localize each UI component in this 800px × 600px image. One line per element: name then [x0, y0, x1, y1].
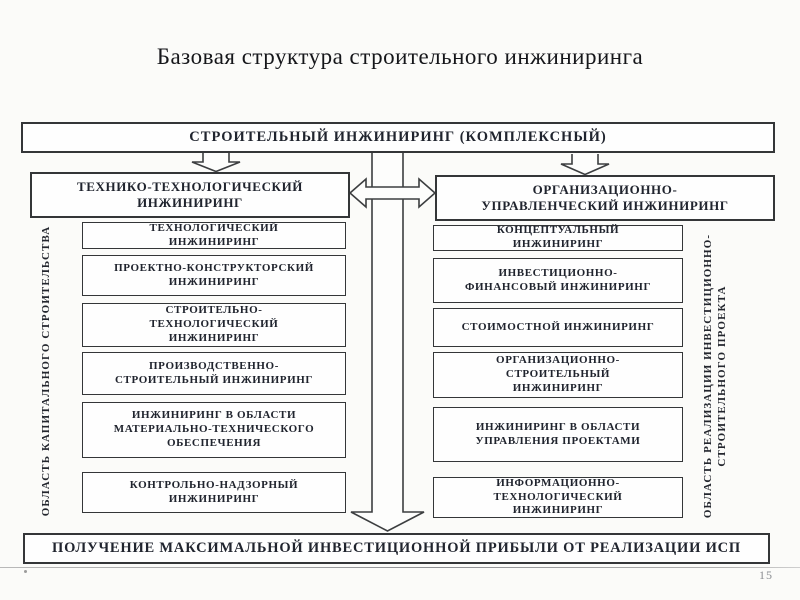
side-label-investment-project	[701, 226, 731, 526]
page-number: 15	[759, 568, 773, 582]
node-branch-organizational-managerial: ОРГАНИЗАЦИОННО-УПРАВЛЕНЧЕСКИЙ ИНЖИНИРИНГ	[435, 175, 775, 221]
arrow-left-right-branch	[350, 179, 435, 207]
footer-divider-line	[0, 567, 800, 568]
slide-title: Базовая структура строительного инжиниринга	[156, 44, 644, 69]
node-design-engineering: ПРОЕКТНО-КОНСТРУКТОРСКИЙ ИНЖИНИРИНГ	[82, 255, 346, 296]
arrow-root-to-right-branch	[561, 154, 609, 175]
side-label-capital-construction: ОБЛАСТЬ КАПИТАЛЬНОГО СТРОИТЕЛЬСТВА	[40, 225, 52, 517]
scan-artifact-dot	[24, 570, 27, 573]
node-production-construction-engineering: ПРОИЗВОДСТВЕННО-СТРОИТЕЛЬНЫЙ ИНЖИНИРИНГ	[82, 352, 346, 395]
node-conceptual-engineering: КОНЦЕПТУАЛЬНЫЙ ИНЖИНИРИНГ	[433, 225, 683, 251]
node-material-technical-supply-engineering: ИНЖИНИРИНГ В ОБЛАСТИ МАТЕРИАЛЬНО-ТЕХНИЧЕСКОГО ОБЕСПЕЧЕНИЯ	[82, 402, 346, 458]
side-label-line-1: ОБЛАСТЬ РЕАЛИЗАЦИИ ИНВЕСТИЦИОННО-	[702, 233, 714, 519]
node-root-complex-engineering: СТРОИТЕЛЬНЫЙ ИНЖИНИРИНГ (КОМПЛЕКСНЫЙ)	[21, 122, 775, 153]
node-control-supervision-engineering: КОНТРОЛЬНО-НАДЗОРНЫЙ ИНЖИНИРИНГ	[82, 472, 346, 513]
node-project-management-engineering: ИНЖИНИРИНГ В ОБЛАСТИ УПРАВЛЕНИЯ ПРОЕКТАМИ	[433, 407, 683, 462]
node-information-technological-engineering: ИНФОРМАЦИОННО-ТЕХНОЛОГИЧЕСКИЙ ИНЖИНИРИНГ	[433, 477, 683, 518]
node-investment-financial-engineering: ИНВЕСТИЦИОННО-ФИНАНСОВЫЙ ИНЖИНИРИНГ	[433, 258, 683, 303]
side-label-line-2: СТРОИТЕЛЬНОГО ПРОЕКТА	[716, 285, 728, 467]
arrow-root-to-left-branch	[192, 153, 240, 172]
node-technological-engineering: ТЕХНОЛОГИЧЕСКИЙ ИНЖИНИРИНГ	[82, 222, 346, 249]
arrow-root-to-result	[351, 153, 424, 531]
title-underline-swoosh	[40, 117, 560, 120]
node-cost-engineering: СТОИМОСТНОЙ ИНЖИНИРИНГ	[433, 308, 683, 347]
node-branch-technical-technological: ТЕХНИКО-ТЕХНОЛОГИЧЕСКИЙ ИНЖИНИРИНГ	[30, 172, 350, 218]
node-construction-technological-engineering: СТРОИТЕЛЬНО-ТЕХНОЛОГИЧЕСКИЙ ИНЖИНИРИНГ	[82, 303, 346, 347]
node-organizational-construction-engineering: ОРГАНИЗАЦИОННО-СТРОИТЕЛЬНЫЙ ИНЖИНИРИНГ	[433, 352, 683, 398]
node-result-max-investment-profit: ПОЛУЧЕНИЕ МАКСИМАЛЬНОЙ ИНВЕСТИЦИОННОЙ ПРИБЫЛИ ОТ РЕАЛИЗАЦИИ ИСП	[23, 533, 770, 564]
